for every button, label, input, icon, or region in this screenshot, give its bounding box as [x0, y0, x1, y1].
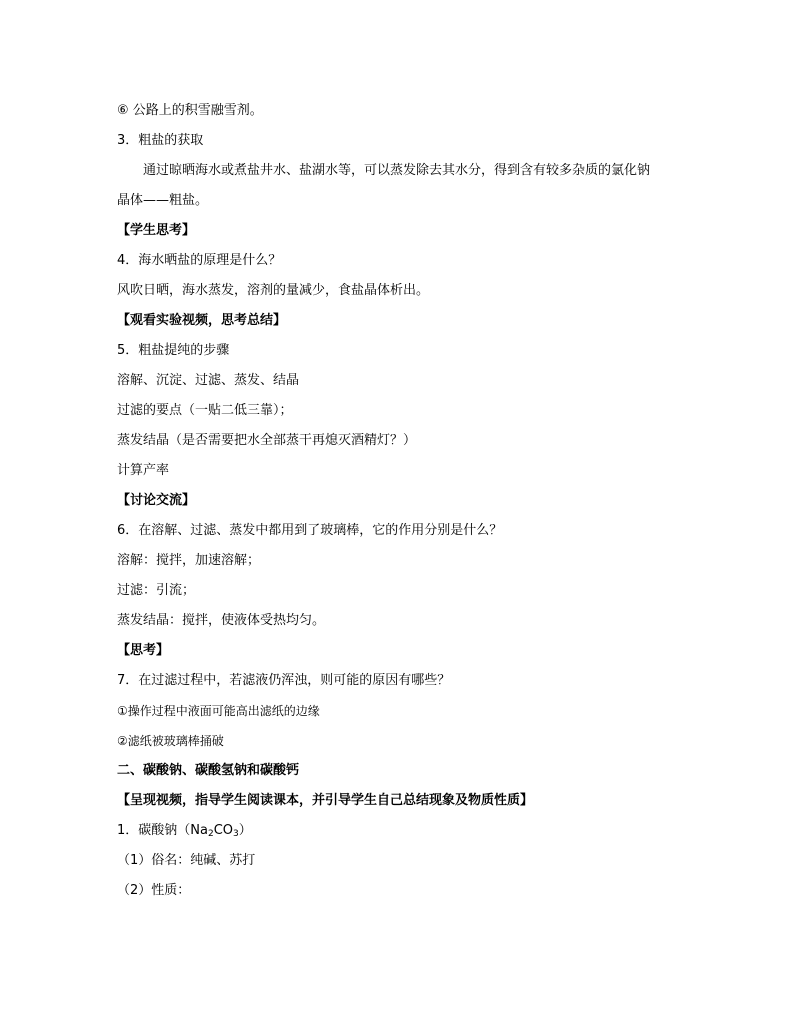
doc-line: 蒸发结晶（是否需要把水全部蒸干再熄灭酒精灯？）	[117, 433, 417, 448]
doc-paragraph-continued: 晶体——粗盐。	[117, 193, 209, 208]
heading-text: ）	[238, 823, 252, 838]
question-heading: 6．在溶解、过滤、蒸发中都用到了玻璃棒，它的作用分别是什么？	[117, 523, 503, 538]
document-page	[117, 96, 677, 906]
activity-label: 【观看实验视频，思考总结】	[117, 313, 287, 328]
doc-line: 风吹日晒，海水蒸发，溶剂的量减少，食盐晶体析出。	[117, 283, 430, 298]
activity-label: 【讨论交流】	[117, 493, 196, 508]
activity-label: 【学生思考】	[117, 223, 196, 238]
doc-line: 溶解：搅拌，加速溶解；	[117, 553, 261, 568]
doc-paragraph: 通过晾晒海水或煮盐井水、盐湖水等，可以蒸发除去其水分，得到含有较多杂质的氯化钠	[143, 163, 651, 178]
doc-line: ⑥ 公路上的积雪融雪剂。	[117, 103, 263, 118]
question-heading: 7．在过滤过程中，若滤液仍浑浊，则可能的原因有哪些？	[117, 673, 451, 688]
doc-line: 过滤的要点（一贴二低三靠）；	[117, 403, 293, 418]
formula-subscript: 3	[233, 829, 239, 839]
activity-label: 【思考】	[117, 643, 170, 658]
chapter-heading: 二、碳酸钠、碳酸氢钠和碳酸钙	[117, 763, 300, 778]
doc-line: 溶解、沉淀、过滤、蒸发、结晶	[117, 373, 300, 388]
formula-subscript: 2	[207, 829, 214, 839]
question-heading: 4．海水晒盐的原理是什么？	[117, 253, 282, 268]
heading-text: CO	[213, 823, 234, 838]
section-heading: 3．粗盐的获取	[117, 133, 204, 148]
doc-line: ①操作过程中液面可能高出滤纸的边缘	[117, 704, 320, 718]
doc-line: （1）俗名：纯碱、苏打	[117, 853, 256, 868]
doc-line: 过滤：引流；	[117, 583, 196, 598]
section-heading	[117, 816, 677, 846]
activity-label: 【呈现视频，指导学生阅读课本，并引导学生自己总结现象及物质性质】	[117, 793, 534, 808]
doc-line: ②滤纸被玻璃棒捅破	[117, 734, 224, 748]
doc-line: （2）性质：	[117, 883, 191, 898]
heading-text: 1．碳酸钠（Na	[117, 823, 208, 838]
doc-line: 计算产率	[117, 463, 170, 478]
section-heading: 5．粗盐提纯的步骤	[117, 343, 230, 358]
doc-line: 蒸发结晶：搅拌，使液体受热均匀。	[117, 613, 326, 628]
